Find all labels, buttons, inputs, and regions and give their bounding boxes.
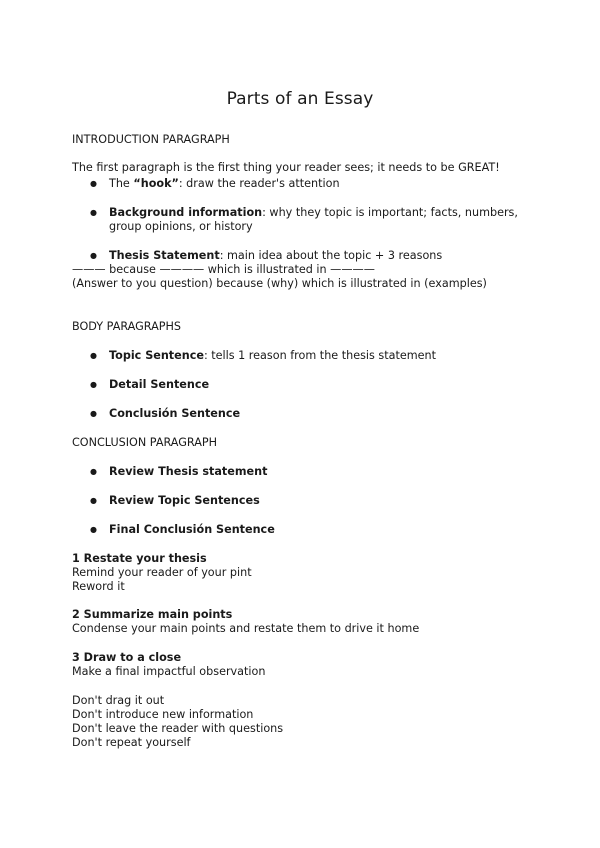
page-title: Parts of an Essay: [226, 89, 374, 109]
bullet-bold: Review Topic Sentences: [109, 494, 260, 507]
bullet-bold: Review Thesis statement: [109, 465, 268, 478]
dont-item-3: Don't leave the reader with questions: [72, 722, 284, 735]
step-1-line-2: Reword it: [72, 580, 125, 593]
body-heading: BODY PARAGRAPHS: [72, 320, 182, 333]
bullet-bold: Background information: [109, 206, 263, 219]
body-bullet-detail: [109, 378, 209, 392]
step-3-line-1: Make a final impactful observation: [72, 665, 266, 678]
conclusion-bullet-review-thesis: [109, 465, 267, 479]
bullet-rest: : why they topic is important; facts, numbers, group opinions, or history: [109, 206, 518, 234]
step-heading-text: 3 Draw to a close: [72, 651, 182, 664]
bullet-rest: : main idea about the topic + 3 reasons: [219, 249, 443, 262]
thesis-formula-explained: (Answer to you question) because (why) which is illustrated in (examples): [72, 277, 487, 290]
intro-bullet-hook: [109, 177, 340, 191]
step-1-heading: [72, 552, 207, 566]
conclusion-heading: CONCLUSION PARAGRAPH: [72, 436, 218, 449]
dont-item-2: Don't introduce new information: [72, 708, 254, 721]
bullet-bold: “hook”: [133, 177, 179, 190]
bullet-bold: Thesis Statement: [109, 249, 220, 262]
conclusion-bullet-review-topics: [109, 494, 260, 508]
step-2-heading: [72, 608, 232, 622]
step-heading-text: 1 Restate your thesis: [72, 552, 207, 565]
body-bullet-conclusion: [109, 407, 240, 421]
bullet-lead: The: [109, 177, 134, 190]
step-heading-text: 2 Summarize main points: [72, 608, 233, 621]
dont-item-1: Don't drag it out: [72, 694, 165, 707]
conclusion-bullet-final: [109, 523, 275, 537]
bullet-bold: Topic Sentence: [109, 349, 204, 362]
bullet-bold: Final Conclusión Sentence: [109, 523, 275, 536]
intro-bullet-background: [109, 206, 519, 235]
intro-bullet-thesis: [109, 249, 442, 263]
body-bullet-topic: [109, 349, 436, 363]
step-3-heading: [72, 651, 181, 665]
bullet-bold: Detail Sentence: [109, 378, 210, 391]
step-2-line-1: Condense your main points and restate them to drive it home: [72, 622, 420, 635]
bullet-rest: : draw the reader's attention: [178, 177, 340, 190]
step-1-line-1: Remind your reader of your pint: [72, 566, 252, 579]
bullet-bold: Conclusión Sentence: [109, 407, 241, 420]
introduction-text: The first paragraph is the first thing your reader sees; it needs to be GREAT!: [72, 161, 500, 174]
introduction-heading: INTRODUCTION PARAGRAPH: [72, 133, 230, 146]
bullet-rest: : tells 1 reason from the thesis statement: [203, 349, 437, 362]
dont-item-4: Don't repeat yourself: [72, 736, 191, 749]
thesis-formula-line: ——— because ———— which is illustrated in ————: [72, 263, 375, 276]
